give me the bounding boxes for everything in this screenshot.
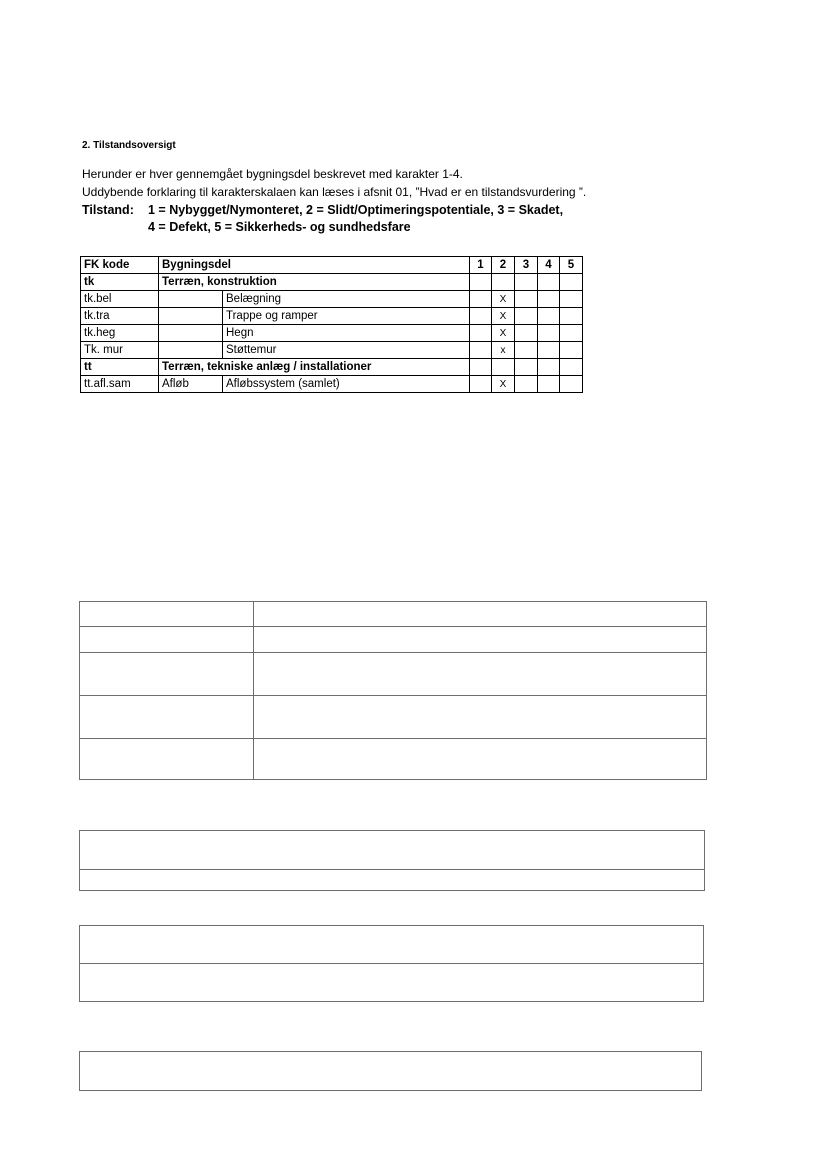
table-row [81,376,583,393]
intro-line-1: Herunder er hver gennemgået bygningsdel beskrevet med karakter 1-4. [82,167,463,181]
table-row [81,291,583,308]
row-description: Afløbssystem (samlet) [223,376,470,393]
row-code: tt [81,359,159,376]
header-grade-5: 5 [560,257,583,274]
form-row-divider [79,626,707,627]
table-row [81,325,583,342]
scale-line-1: 1 = Nybygget/Nymonteret, 2 = Slidt/Optimeringspotentiale, 3 = Skadet, [148,203,564,217]
row-sub [159,308,223,325]
empty-form-table [79,601,707,780]
section-heading: 2. Tilstandsoversigt [82,140,176,151]
header-grade-1: 1 [470,257,492,274]
form-row-divider [79,738,707,739]
grade-2-mark: X [492,308,515,325]
header-grade-4: 4 [538,257,560,274]
form-row-divider [79,652,707,653]
grade-2-mark: X [492,291,515,308]
header-bygningsdel: Bygningsdel [159,257,470,274]
table-group-row [81,274,583,291]
row-description: Hegn [223,325,470,342]
table-header-row [81,257,583,274]
empty-form-box [79,830,705,891]
header-fk-code: FK kode [81,257,159,274]
row-code: Tk. mur [81,342,159,359]
row-code: tk.bel [81,291,159,308]
row-code: tk.heg [81,325,159,342]
row-sub: Afløb [159,376,223,393]
scale-line-2: 4 = Defekt, 5 = Sikkerheds- og sundhedsfare [148,220,411,234]
header-grade-2: 2 [492,257,515,274]
row-sub [159,291,223,308]
row-group-title: Terræn, konstruktion [159,274,470,291]
intro-line-2: Uddybende forklaring til karakterskalaen kan læses i afsnit 01, ”Hvad er en tilstandsvurdering ”. [82,185,587,199]
form-row-divider [79,869,705,870]
row-sub [159,342,223,359]
grade-2-mark: X [492,376,515,393]
form-row-divider [79,695,707,696]
table-group-row [81,359,583,376]
row-description: Støttemur [223,342,470,359]
row-description: Trappe og ramper [223,308,470,325]
empty-form-box [79,1051,702,1091]
form-row-divider [79,963,704,964]
row-sub [159,325,223,342]
grade-2-mark: x [492,342,515,359]
condition-table [80,256,583,393]
header-grade-3: 3 [515,257,538,274]
table-row [81,308,583,325]
form-table-divider [253,601,254,780]
row-code: tk [81,274,159,291]
row-group-title: Terræn, tekniske anlæg / installationer [159,359,470,376]
row-code: tt.afl.sam [81,376,159,393]
row-description: Belægning [223,291,470,308]
grade-2-mark: X [492,325,515,342]
row-code: tk.tra [81,308,159,325]
table-row [81,342,583,359]
scale-label: Tilstand: [82,203,134,217]
